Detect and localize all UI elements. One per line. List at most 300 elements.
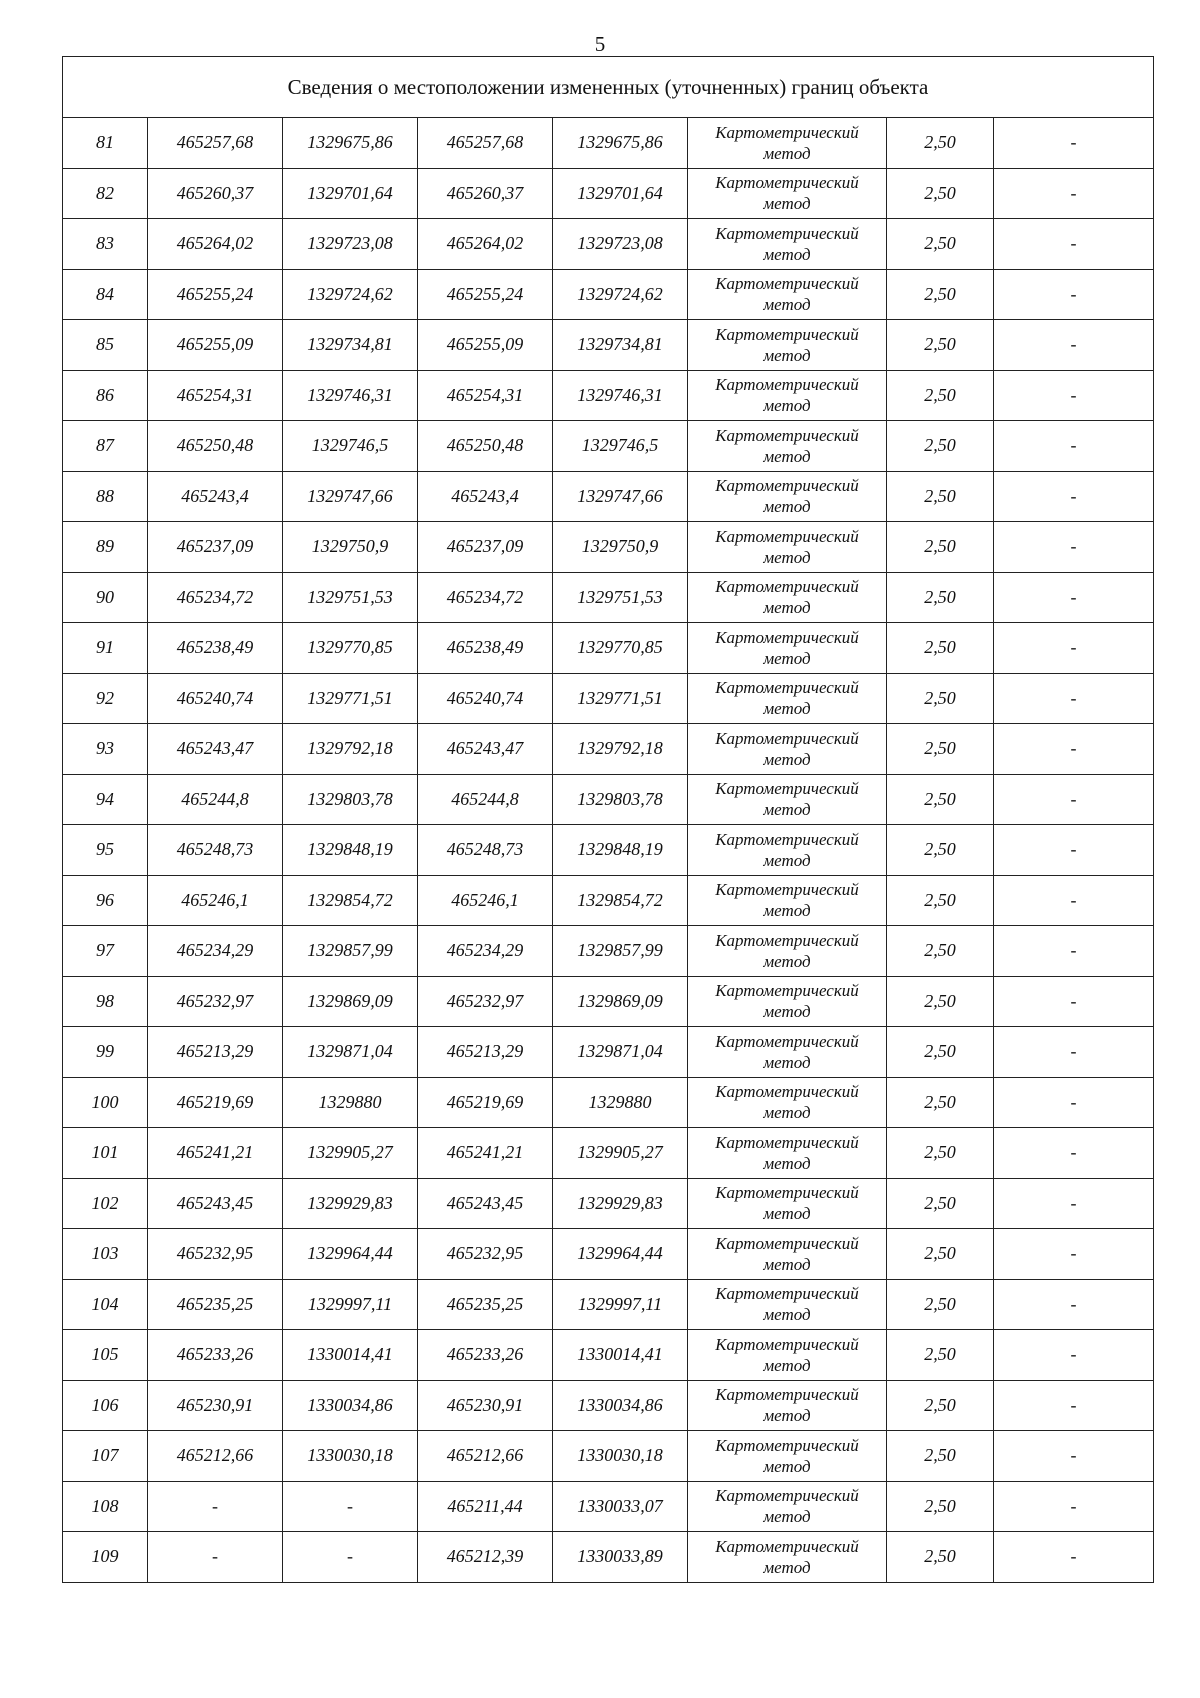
old-y-cell: 1329964,44: [283, 1229, 418, 1280]
old-x-cell: 465234,29: [148, 926, 283, 977]
accuracy-cell: 2,50: [887, 976, 994, 1027]
old-x-cell: 465246,1: [148, 875, 283, 926]
method-cell: [688, 118, 887, 169]
method-line-1: Картометрический: [715, 223, 859, 243]
table-row: [63, 1431, 1154, 1482]
new-x-cell: 465212,66: [418, 1431, 553, 1482]
method-line-2: метод: [763, 901, 811, 921]
method-line-1: Картометрический: [715, 627, 859, 647]
point-number-cell: 83: [63, 219, 148, 270]
new-y-cell: 1329905,27: [553, 1128, 688, 1179]
new-x-cell: 465243,45: [418, 1178, 553, 1229]
method-cell: [688, 1481, 887, 1532]
old-x-cell: 465250,48: [148, 421, 283, 472]
method-cell: [688, 320, 887, 371]
accuracy-cell: 2,50: [887, 825, 994, 876]
table-row: [63, 1532, 1154, 1583]
method-cell: [688, 825, 887, 876]
old-y-cell: -: [283, 1481, 418, 1532]
point-number-cell: 88: [63, 471, 148, 522]
note-cell: -: [994, 572, 1154, 623]
old-y-cell: 1329746,31: [283, 370, 418, 421]
point-number-cell: 95: [63, 825, 148, 876]
new-x-cell: 465233,26: [418, 1330, 553, 1381]
table-row: [63, 825, 1154, 876]
accuracy-cell: 2,50: [887, 1330, 994, 1381]
point-number-cell: 109: [63, 1532, 148, 1583]
method-cell: [688, 1077, 887, 1128]
accuracy-cell: 2,50: [887, 1532, 994, 1583]
old-y-cell: 1329750,9: [283, 522, 418, 573]
new-y-cell: 1329734,81: [553, 320, 688, 371]
new-y-cell: 1329929,83: [553, 1178, 688, 1229]
old-y-cell: 1329848,19: [283, 825, 418, 876]
table-row: [63, 1178, 1154, 1229]
new-y-cell: 1329792,18: [553, 724, 688, 775]
method-cell: [688, 1431, 887, 1482]
table-row: [63, 572, 1154, 623]
method-cell: [688, 673, 887, 724]
table-row: [63, 1077, 1154, 1128]
new-y-cell: 1329848,19: [553, 825, 688, 876]
method-line-1: Картометрический: [715, 1486, 859, 1506]
method-line-2: метод: [763, 598, 811, 618]
new-x-cell: 465250,48: [418, 421, 553, 472]
method-line-1: Картометрический: [715, 1082, 859, 1102]
new-y-cell: 1330014,41: [553, 1330, 688, 1381]
new-y-cell: 1330030,18: [553, 1431, 688, 1482]
table-row: [63, 269, 1154, 320]
new-x-cell: 465238,49: [418, 623, 553, 674]
old-y-cell: 1329723,08: [283, 219, 418, 270]
table-row: [63, 370, 1154, 421]
accuracy-cell: 2,50: [887, 926, 994, 977]
new-x-cell: 465232,97: [418, 976, 553, 1027]
new-x-cell: 465254,31: [418, 370, 553, 421]
old-x-cell: 465254,31: [148, 370, 283, 421]
boundary-table: [62, 56, 1154, 1583]
method-cell: [688, 1532, 887, 1583]
table-row: [63, 421, 1154, 472]
accuracy-cell: 2,50: [887, 1279, 994, 1330]
note-cell: -: [994, 926, 1154, 977]
point-number-cell: 104: [63, 1279, 148, 1330]
point-number-cell: 99: [63, 1027, 148, 1078]
note-cell: -: [994, 421, 1154, 472]
point-number-cell: 100: [63, 1077, 148, 1128]
table-row: [63, 1279, 1154, 1330]
old-x-cell: 465255,09: [148, 320, 283, 371]
method-line-1: Картометрический: [715, 577, 859, 597]
old-y-cell: 1329997,11: [283, 1279, 418, 1330]
method-cell: [688, 1229, 887, 1280]
method-cell: [688, 219, 887, 270]
accuracy-cell: 2,50: [887, 1128, 994, 1179]
new-y-cell: 1329964,44: [553, 1229, 688, 1280]
old-x-cell: 465264,02: [148, 219, 283, 270]
method-line-1: Картометрический: [715, 981, 859, 1001]
accuracy-cell: 2,50: [887, 269, 994, 320]
table-row: [63, 976, 1154, 1027]
note-cell: -: [994, 875, 1154, 926]
new-x-cell: 465240,74: [418, 673, 553, 724]
accuracy-cell: 2,50: [887, 875, 994, 926]
new-x-cell: 465264,02: [418, 219, 553, 270]
method-line-2: метод: [763, 699, 811, 719]
accuracy-cell: 2,50: [887, 320, 994, 371]
note-cell: -: [994, 1229, 1154, 1280]
method-cell: [688, 168, 887, 219]
table-body: [63, 57, 1154, 1583]
old-x-cell: 465234,72: [148, 572, 283, 623]
method-line-2: метод: [763, 244, 811, 264]
table-row: [63, 118, 1154, 169]
old-y-cell: 1329746,5: [283, 421, 418, 472]
table-row: [63, 875, 1154, 926]
method-line-1: Картометрический: [715, 1435, 859, 1455]
new-y-cell: 1330033,89: [553, 1532, 688, 1583]
old-x-cell: 465243,4: [148, 471, 283, 522]
note-cell: -: [994, 1481, 1154, 1532]
method-cell: [688, 926, 887, 977]
method-line-2: метод: [763, 1002, 811, 1022]
old-y-cell: -: [283, 1532, 418, 1583]
table-row: [63, 774, 1154, 825]
table-row: [63, 673, 1154, 724]
new-y-cell: 1329723,08: [553, 219, 688, 270]
new-x-cell: 465244,8: [418, 774, 553, 825]
point-number-cell: 93: [63, 724, 148, 775]
new-y-cell: 1329869,09: [553, 976, 688, 1027]
accuracy-cell: 2,50: [887, 673, 994, 724]
method-line-2: метод: [763, 497, 811, 517]
method-cell: [688, 976, 887, 1027]
new-y-cell: 1329724,62: [553, 269, 688, 320]
accuracy-cell: 2,50: [887, 1380, 994, 1431]
note-cell: -: [994, 976, 1154, 1027]
method-line-1: Картометрический: [715, 526, 859, 546]
method-line-2: метод: [763, 1507, 811, 1527]
note-cell: -: [994, 1279, 1154, 1330]
old-y-cell: 1329770,85: [283, 623, 418, 674]
old-y-cell: 1329771,51: [283, 673, 418, 724]
method-line-1: Картометрический: [715, 375, 859, 395]
table-row: [63, 1330, 1154, 1381]
new-y-cell: 1329751,53: [553, 572, 688, 623]
note-cell: -: [994, 1027, 1154, 1078]
old-y-cell: 1330034,86: [283, 1380, 418, 1431]
point-number-cell: 98: [63, 976, 148, 1027]
method-line-1: Картометрический: [715, 1536, 859, 1556]
method-line-2: метод: [763, 1103, 811, 1123]
method-cell: [688, 421, 887, 472]
old-y-cell: 1329701,64: [283, 168, 418, 219]
method-line-1: Картометрический: [715, 930, 859, 950]
new-x-cell: 465235,25: [418, 1279, 553, 1330]
old-x-cell: 465230,91: [148, 1380, 283, 1431]
method-line-2: метод: [763, 1153, 811, 1173]
note-cell: -: [994, 1532, 1154, 1583]
note-cell: -: [994, 370, 1154, 421]
note-cell: -: [994, 1128, 1154, 1179]
accuracy-cell: 2,50: [887, 572, 994, 623]
new-y-cell: 1329701,64: [553, 168, 688, 219]
new-x-cell: 465237,09: [418, 522, 553, 573]
page-number: 5: [594, 32, 606, 56]
table-caption-row: [63, 57, 1154, 118]
note-cell: -: [994, 673, 1154, 724]
new-y-cell: 1329770,85: [553, 623, 688, 674]
note-cell: -: [994, 623, 1154, 674]
point-number-cell: 91: [63, 623, 148, 674]
new-x-cell: 465248,73: [418, 825, 553, 876]
note-cell: -: [994, 219, 1154, 270]
old-x-cell: -: [148, 1481, 283, 1532]
method-cell: [688, 269, 887, 320]
point-number-cell: 87: [63, 421, 148, 472]
accuracy-cell: 2,50: [887, 118, 994, 169]
old-y-cell: 1329751,53: [283, 572, 418, 623]
method-line-2: метод: [763, 1254, 811, 1274]
old-x-cell: 465260,37: [148, 168, 283, 219]
table-row: [63, 1229, 1154, 1280]
method-line-1: Картометрический: [715, 274, 859, 294]
method-line-2: метод: [763, 143, 811, 163]
new-x-cell: 465246,1: [418, 875, 553, 926]
point-number-cell: 103: [63, 1229, 148, 1280]
method-line-2: метод: [763, 800, 811, 820]
accuracy-cell: 2,50: [887, 421, 994, 472]
table-row: [63, 522, 1154, 573]
old-x-cell: 465233,26: [148, 1330, 283, 1381]
method-line-1: Картометрический: [715, 1284, 859, 1304]
new-x-cell: 465260,37: [418, 168, 553, 219]
note-cell: -: [994, 320, 1154, 371]
point-number-cell: 96: [63, 875, 148, 926]
point-number-cell: 102: [63, 1178, 148, 1229]
new-y-cell: 1329675,86: [553, 118, 688, 169]
accuracy-cell: 2,50: [887, 522, 994, 573]
new-y-cell: 1330033,07: [553, 1481, 688, 1532]
method-cell: [688, 1178, 887, 1229]
new-x-cell: 465232,95: [418, 1229, 553, 1280]
old-y-cell: 1329734,81: [283, 320, 418, 371]
point-number-cell: 81: [63, 118, 148, 169]
note-cell: -: [994, 724, 1154, 775]
accuracy-cell: 2,50: [887, 370, 994, 421]
method-line-2: метод: [763, 1204, 811, 1224]
old-x-cell: 465240,74: [148, 673, 283, 724]
point-number-cell: 85: [63, 320, 148, 371]
method-cell: [688, 522, 887, 573]
new-x-cell: 465241,21: [418, 1128, 553, 1179]
method-line-2: метод: [763, 194, 811, 214]
method-cell: [688, 471, 887, 522]
point-number-cell: 94: [63, 774, 148, 825]
method-line-2: метод: [763, 1557, 811, 1577]
accuracy-cell: 2,50: [887, 1077, 994, 1128]
point-number-cell: 86: [63, 370, 148, 421]
old-y-cell: 1329905,27: [283, 1128, 418, 1179]
table-row: [63, 168, 1154, 219]
old-y-cell: 1329869,09: [283, 976, 418, 1027]
old-x-cell: 465219,69: [148, 1077, 283, 1128]
new-y-cell: 1329747,66: [553, 471, 688, 522]
new-x-cell: 465211,44: [418, 1481, 553, 1532]
method-line-1: Картометрический: [715, 425, 859, 445]
accuracy-cell: 2,50: [887, 471, 994, 522]
note-cell: -: [994, 1431, 1154, 1482]
table-row: [63, 1481, 1154, 1532]
old-x-cell: 465237,09: [148, 522, 283, 573]
note-cell: -: [994, 1178, 1154, 1229]
new-y-cell: 1329746,31: [553, 370, 688, 421]
table-row: [63, 320, 1154, 371]
method-cell: [688, 572, 887, 623]
point-number-cell: 105: [63, 1330, 148, 1381]
method-line-2: метод: [763, 1305, 811, 1325]
method-line-2: метод: [763, 1052, 811, 1072]
old-x-cell: 465244,8: [148, 774, 283, 825]
point-number-cell: 82: [63, 168, 148, 219]
method-line-2: метод: [763, 547, 811, 567]
note-cell: -: [994, 118, 1154, 169]
old-x-cell: 465257,68: [148, 118, 283, 169]
old-x-cell: 465255,24: [148, 269, 283, 320]
method-line-1: Картометрический: [715, 122, 859, 142]
accuracy-cell: 2,50: [887, 1178, 994, 1229]
old-y-cell: 1329675,86: [283, 118, 418, 169]
table-row: [63, 926, 1154, 977]
method-line-2: метод: [763, 345, 811, 365]
note-cell: -: [994, 471, 1154, 522]
new-y-cell: 1329750,9: [553, 522, 688, 573]
note-cell: -: [994, 168, 1154, 219]
accuracy-cell: 2,50: [887, 774, 994, 825]
new-y-cell: 1329871,04: [553, 1027, 688, 1078]
method-line-1: Картометрический: [715, 880, 859, 900]
accuracy-cell: 2,50: [887, 1027, 994, 1078]
table-row: [63, 1027, 1154, 1078]
new-x-cell: 465213,29: [418, 1027, 553, 1078]
method-line-2: метод: [763, 1355, 811, 1375]
method-line-1: Картометрический: [715, 728, 859, 748]
method-cell: [688, 1380, 887, 1431]
method-cell: [688, 1128, 887, 1179]
old-x-cell: 465241,21: [148, 1128, 283, 1179]
point-number-cell: 92: [63, 673, 148, 724]
accuracy-cell: 2,50: [887, 1229, 994, 1280]
point-number-cell: 84: [63, 269, 148, 320]
new-y-cell: 1329997,11: [553, 1279, 688, 1330]
new-x-cell: 465255,09: [418, 320, 553, 371]
table-row: [63, 219, 1154, 270]
method-line-2: метод: [763, 446, 811, 466]
point-number-cell: 106: [63, 1380, 148, 1431]
new-y-cell: 1329746,5: [553, 421, 688, 472]
old-x-cell: 465248,73: [148, 825, 283, 876]
method-cell: [688, 1027, 887, 1078]
method-line-1: Картометрический: [715, 1183, 859, 1203]
point-number-cell: 90: [63, 572, 148, 623]
note-cell: -: [994, 825, 1154, 876]
new-x-cell: 465257,68: [418, 118, 553, 169]
new-y-cell: 1329880: [553, 1077, 688, 1128]
point-number-cell: 108: [63, 1481, 148, 1532]
method-cell: [688, 1330, 887, 1381]
old-x-cell: 465243,47: [148, 724, 283, 775]
old-y-cell: 1329724,62: [283, 269, 418, 320]
table-row: [63, 1128, 1154, 1179]
old-x-cell: 465238,49: [148, 623, 283, 674]
new-x-cell: 465234,29: [418, 926, 553, 977]
new-x-cell: 465230,91: [418, 1380, 553, 1431]
new-x-cell: 465243,47: [418, 724, 553, 775]
method-line-2: метод: [763, 1406, 811, 1426]
accuracy-cell: 2,50: [887, 724, 994, 775]
method-line-1: Картометрический: [715, 678, 859, 698]
accuracy-cell: 2,50: [887, 168, 994, 219]
note-cell: -: [994, 774, 1154, 825]
old-y-cell: 1329929,83: [283, 1178, 418, 1229]
method-line-1: Картометрический: [715, 476, 859, 496]
old-x-cell: 465232,95: [148, 1229, 283, 1280]
table-row: [63, 1380, 1154, 1431]
new-x-cell: 465243,4: [418, 471, 553, 522]
note-cell: -: [994, 269, 1154, 320]
new-y-cell: 1329803,78: [553, 774, 688, 825]
method-line-2: метод: [763, 1456, 811, 1476]
new-y-cell: 1329857,99: [553, 926, 688, 977]
point-number-cell: 97: [63, 926, 148, 977]
note-cell: -: [994, 1380, 1154, 1431]
method-cell: [688, 875, 887, 926]
old-y-cell: 1329803,78: [283, 774, 418, 825]
old-y-cell: 1329792,18: [283, 724, 418, 775]
method-line-1: Картометрический: [715, 1031, 859, 1051]
method-line-1: Картометрический: [715, 1233, 859, 1253]
method-cell: [688, 370, 887, 421]
method-line-1: Картометрический: [715, 829, 859, 849]
method-line-2: метод: [763, 951, 811, 971]
method-line-2: метод: [763, 396, 811, 416]
new-x-cell: 465234,72: [418, 572, 553, 623]
table-row: [63, 623, 1154, 674]
old-x-cell: 465232,97: [148, 976, 283, 1027]
new-x-cell: 465212,39: [418, 1532, 553, 1583]
method-line-1: Картометрический: [715, 1132, 859, 1152]
method-line-1: Картометрический: [715, 324, 859, 344]
method-cell: [688, 623, 887, 674]
old-x-cell: 465243,45: [148, 1178, 283, 1229]
accuracy-cell: 2,50: [887, 1481, 994, 1532]
old-x-cell: -: [148, 1532, 283, 1583]
accuracy-cell: 2,50: [887, 623, 994, 674]
old-y-cell: 1329854,72: [283, 875, 418, 926]
note-cell: -: [994, 1330, 1154, 1381]
method-line-2: метод: [763, 749, 811, 769]
old-y-cell: 1329880: [283, 1077, 418, 1128]
new-y-cell: 1329771,51: [553, 673, 688, 724]
method-cell: [688, 1279, 887, 1330]
old-y-cell: 1329857,99: [283, 926, 418, 977]
accuracy-cell: 2,50: [887, 219, 994, 270]
note-cell: -: [994, 522, 1154, 573]
note-cell: -: [994, 1077, 1154, 1128]
accuracy-cell: 2,50: [887, 1431, 994, 1482]
method-cell: [688, 724, 887, 775]
old-x-cell: 465213,29: [148, 1027, 283, 1078]
